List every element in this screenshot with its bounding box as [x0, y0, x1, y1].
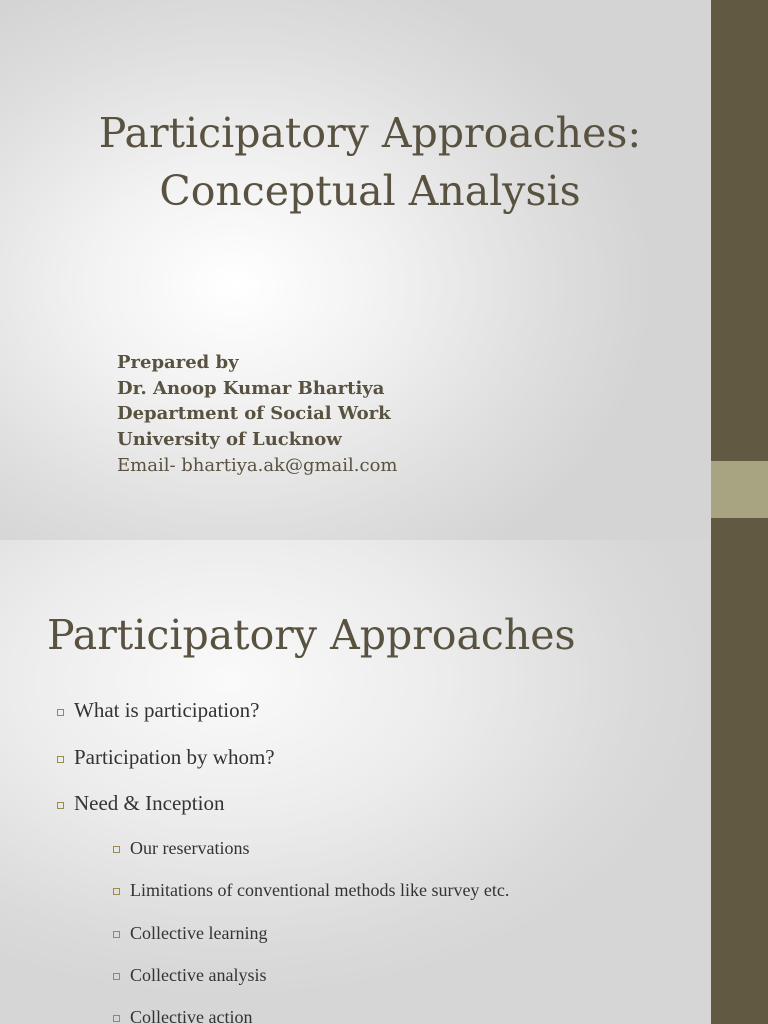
- author-block: [117, 350, 398, 479]
- sub-bullet-item: Limitations of conventional methods like survey etc.: [113, 880, 509, 901]
- content-slide: [0, 540, 711, 1024]
- sidebar-accent-block: [711, 461, 768, 518]
- sub-bullet-item: Our reservations: [113, 838, 249, 859]
- title-line-2: Conceptual Analysis: [159, 167, 581, 215]
- author-university: University of Lucknow: [117, 429, 342, 451]
- author-department: Department of Social Work: [117, 403, 391, 425]
- square-bullet-icon: [57, 802, 64, 809]
- title-line-1: Participatory Approaches:: [98, 109, 642, 157]
- title-slide: [0, 0, 711, 540]
- author-email[interactable]: Email- bhartiya.ak@gmail.com: [117, 454, 398, 476]
- sub-bullet-item: Collective learning: [113, 923, 267, 944]
- bullet-item: What is participation?: [57, 698, 259, 723]
- square-bullet-icon: [113, 888, 120, 895]
- bullet-item: Need & Inception: [57, 791, 224, 816]
- square-bullet-icon: [57, 756, 64, 763]
- sub-bullet-item: Collective action: [113, 1007, 252, 1024]
- square-bullet-icon: [57, 709, 64, 716]
- square-bullet-icon: [113, 973, 120, 980]
- prepared-by-label: Prepared by: [117, 352, 239, 373]
- slide-title: [0, 104, 711, 220]
- square-bullet-icon: [113, 931, 120, 938]
- sub-bullet-item: Collective analysis: [113, 965, 266, 986]
- bullet-item: Participation by whom?: [57, 745, 275, 770]
- square-bullet-icon: [113, 846, 120, 853]
- slide-title: Participatory Approaches: [47, 611, 576, 659]
- author-name: Dr. Anoop Kumar Bhartiya: [117, 377, 385, 399]
- square-bullet-icon: [113, 1015, 120, 1022]
